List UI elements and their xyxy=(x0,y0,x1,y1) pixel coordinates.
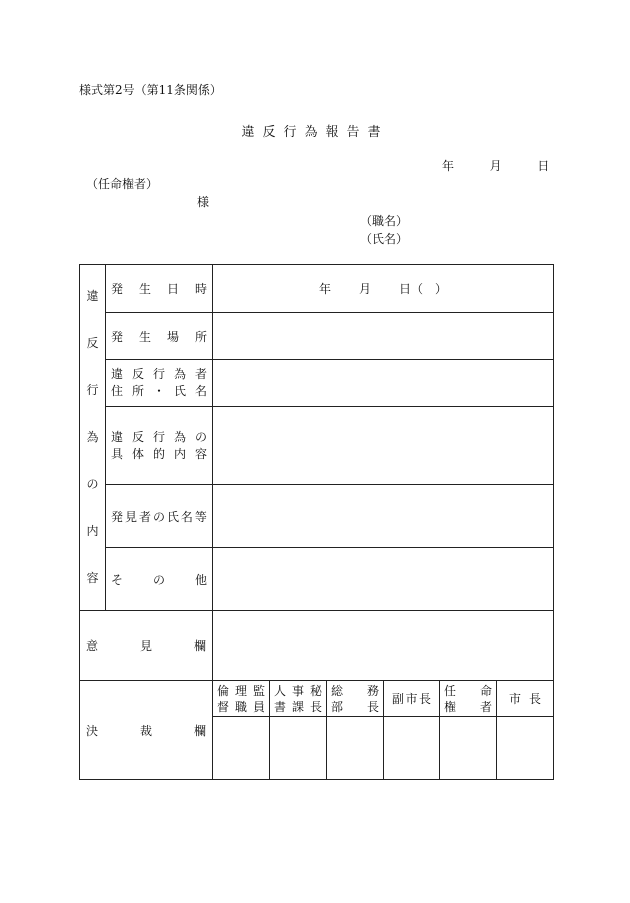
label-char: の xyxy=(194,429,207,444)
label-char: 場 xyxy=(166,329,179,344)
label-char: 違 xyxy=(111,429,124,444)
label-char: 為 xyxy=(173,367,186,381)
discoverer-name-field[interactable] xyxy=(213,485,554,548)
label-char: 生 xyxy=(138,329,151,344)
datetime-month: 月 xyxy=(359,282,372,296)
label-char: 行 xyxy=(152,429,165,444)
report-table xyxy=(79,264,554,780)
label-char: 人 xyxy=(274,683,287,698)
datetime-year: 年 xyxy=(319,282,332,296)
label-char: 総 xyxy=(331,683,344,698)
approval-stamp-hr-secretary-chief[interactable] xyxy=(270,717,327,780)
label-char: 任 xyxy=(444,683,457,698)
label-other xyxy=(106,548,213,611)
label-char: 氏 xyxy=(173,384,186,398)
label-char: 決 xyxy=(86,723,99,738)
label-char: 書 xyxy=(274,699,287,714)
honorific-label: 様 xyxy=(197,195,210,209)
label-char: 住 xyxy=(111,384,124,398)
label-char: 命 xyxy=(479,683,492,698)
label-char: 員 xyxy=(252,699,265,714)
label-char: 者 xyxy=(194,367,207,381)
label-char: 反 xyxy=(131,429,144,444)
label-char: 体 xyxy=(131,446,144,461)
label-char: の xyxy=(152,572,165,587)
approval-stamp-deputy-mayor[interactable] xyxy=(384,717,440,780)
label-char: 欄 xyxy=(193,639,206,653)
label-char: 容 xyxy=(194,446,207,461)
label-char: 所 xyxy=(131,384,144,398)
label-char: 等 xyxy=(194,509,207,524)
label-char: 部 xyxy=(331,699,344,714)
approval-head-mayor xyxy=(497,681,554,717)
label-char: 具 xyxy=(111,446,124,461)
label-discoverer-name xyxy=(106,485,213,548)
section-char: 違 xyxy=(86,289,99,303)
label-char: そ xyxy=(111,572,124,587)
other-field[interactable] xyxy=(213,548,554,611)
section-char: 為 xyxy=(86,430,99,444)
label-char: 長 xyxy=(366,699,379,714)
label-char: 見 xyxy=(124,509,137,524)
label-char: 督 xyxy=(217,699,230,714)
date-year-label: 年 xyxy=(442,159,455,173)
occurrence-datetime-field[interactable] xyxy=(213,265,554,313)
label-char: 秘 xyxy=(309,683,322,698)
label-char: 監 xyxy=(252,683,265,698)
label-char: 氏 xyxy=(166,509,179,524)
label-char: 倫 xyxy=(217,683,230,698)
label-char: 者 xyxy=(138,509,151,524)
section-label-violation xyxy=(80,265,106,611)
label-char: 違 xyxy=(111,367,124,381)
violator-address-name-field[interactable] xyxy=(213,360,554,407)
label-char: 理 xyxy=(234,683,247,698)
label-char: 長 xyxy=(529,692,542,706)
section-char: 反 xyxy=(86,336,99,350)
label-char: 日 xyxy=(166,282,179,296)
label-char: 的 xyxy=(152,446,165,461)
label-char: 名 xyxy=(194,384,207,398)
section-char: 容 xyxy=(86,571,99,585)
approval-head-hr-secretary-chief xyxy=(270,681,327,717)
label-char: の xyxy=(152,509,165,524)
label-char: 職 xyxy=(234,699,247,714)
label-char: 所 xyxy=(194,329,207,344)
section-char: 行 xyxy=(86,383,99,397)
report-date xyxy=(442,157,549,174)
label-char: 裁 xyxy=(139,723,152,738)
label-opinion xyxy=(80,611,213,681)
label-occurrence-datetime xyxy=(106,265,213,313)
label-char: 時 xyxy=(194,282,207,296)
appointer-label: （任命権者） xyxy=(86,177,159,191)
form-number: 様式第2号（第11条関係） xyxy=(79,83,222,97)
violation-details-field[interactable] xyxy=(213,407,554,485)
approval-stamp-appointer[interactable] xyxy=(440,717,497,780)
approval-stamp-ethics-supervisor[interactable] xyxy=(213,717,270,780)
label-char: 事 xyxy=(291,683,304,698)
label-char: 他 xyxy=(194,572,207,587)
label-char: 見 xyxy=(139,639,152,653)
approval-head-appointer xyxy=(440,681,497,717)
label-char: 発 xyxy=(111,282,124,296)
label-char: 長 xyxy=(418,692,431,706)
reporter-name-label: （氏名） xyxy=(360,232,409,246)
label-char: ・ xyxy=(152,384,165,398)
label-char: 反 xyxy=(131,367,144,381)
label-char: 副 xyxy=(392,692,405,706)
label-char: 権 xyxy=(444,699,457,714)
approval-head-ethics-supervisor xyxy=(213,681,270,717)
section-char: 内 xyxy=(86,524,99,538)
label-char: 市 xyxy=(405,692,418,706)
approval-head-general-affairs-director xyxy=(327,681,384,717)
approval-stamp-mayor[interactable] xyxy=(497,717,554,780)
label-approval xyxy=(80,681,213,780)
label-char: 長 xyxy=(309,699,322,714)
occurrence-place-field[interactable] xyxy=(213,313,554,360)
document-title: 違反行為報告書 xyxy=(241,125,389,140)
label-char: 務 xyxy=(366,683,379,698)
label-violation-details xyxy=(106,407,213,485)
opinion-field[interactable] xyxy=(213,611,554,681)
label-char: 意 xyxy=(86,639,99,653)
date-day-label: 日 xyxy=(537,159,550,173)
label-char: 内 xyxy=(173,446,186,461)
label-violator-address-name xyxy=(106,360,213,407)
label-char: 行 xyxy=(152,367,165,381)
reporter-post-label: （職名） xyxy=(360,214,409,228)
label-char: 欄 xyxy=(193,723,206,738)
label-char: 市 xyxy=(509,692,522,706)
label-char: 発 xyxy=(111,509,124,524)
section-char: の xyxy=(86,477,99,491)
label-char: 生 xyxy=(138,282,151,296)
label-char: 者 xyxy=(479,699,492,714)
label-occurrence-place xyxy=(106,313,213,360)
date-month-label: 月 xyxy=(489,159,502,173)
datetime-day: 日（ ） xyxy=(399,282,448,296)
label-char: 発 xyxy=(111,329,124,344)
label-char: 課 xyxy=(291,699,304,714)
label-char: 名 xyxy=(180,509,193,524)
approval-stamp-general-affairs-director[interactable] xyxy=(327,717,384,780)
approval-head-deputy-mayor xyxy=(384,681,440,717)
label-char: 為 xyxy=(173,429,186,444)
